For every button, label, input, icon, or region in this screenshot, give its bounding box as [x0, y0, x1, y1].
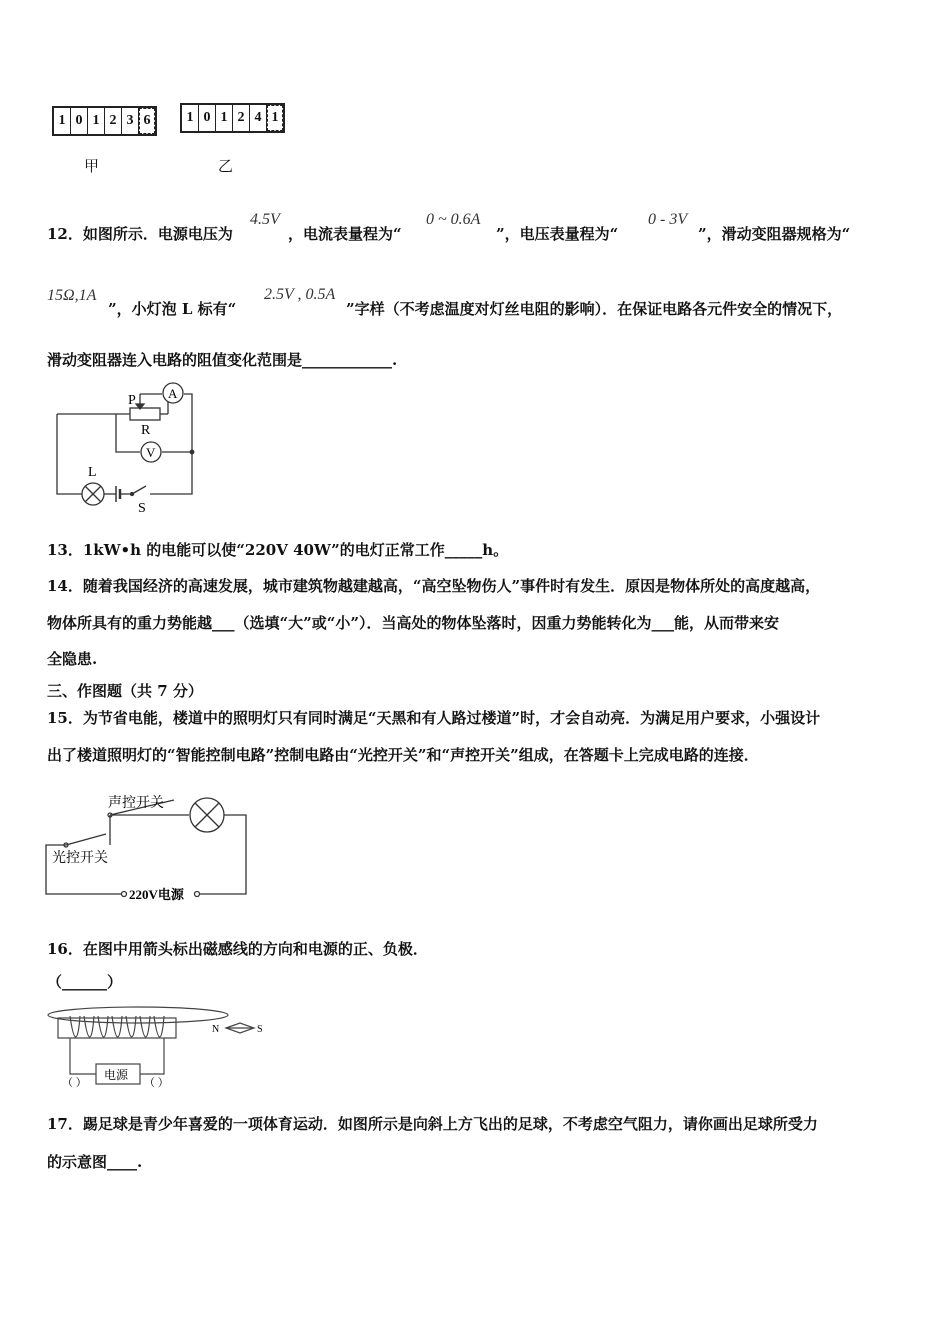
q16-blank: （______）: [47, 973, 123, 991]
meter-digit: 3: [122, 108, 139, 134]
compass-s: S: [257, 1024, 263, 1035]
meter-digit: 0: [199, 105, 216, 131]
q12-lamp-rating: 2.5V , 0.5A: [264, 286, 336, 303]
q12-rheostat: 15Ω,1A: [47, 287, 97, 304]
meter-jia: [52, 106, 157, 136]
q15-line2: 出了楼道照明灯的“智能控制电路”控制电路由“光控开关”和“声控开关”组成，在答题卡上完成电路的连接．: [47, 746, 759, 764]
q12-voltage: 4.5V: [250, 211, 280, 228]
q13-text: 13．1kW•h 的电能可以使“220V 40W”的电灯正常工作_____h。: [47, 541, 509, 559]
q17-line2: 的示意图____.: [47, 1153, 143, 1171]
meter-digit: 2: [233, 105, 250, 131]
meter-yi: [180, 103, 285, 133]
q14-line2: 物体所具有的重力势能越___（选填“大”或“小”）．当高处的物体坠落时，因重力势能转化为___能，从而带来安: [47, 614, 780, 632]
meter-digit: 1: [54, 108, 71, 134]
meter-digit: 2: [105, 108, 122, 134]
q12-text: ”，小灯泡 L 标有“: [108, 300, 237, 318]
fig-label-s: S: [138, 501, 146, 516]
section-heading: 三、作图题（共 7 分）: [47, 682, 203, 700]
meter-digit: 1: [88, 108, 105, 134]
fig-label-v: V: [146, 445, 156, 460]
power-label: 220V电源: [129, 887, 184, 902]
q12-text: ”，电压表量程为“: [496, 225, 619, 243]
meter-yi-label: 乙: [218, 157, 234, 175]
meter-jia-label: 甲: [84, 157, 100, 175]
fig-label-l: L: [88, 465, 97, 480]
q12-voltage-range: 0 - 3V: [648, 211, 688, 228]
q15-line1: 15．为节省电能，楼道中的照明灯只有同时满足“天黑和有人路过楼道”时，才会自动亮．为满足用户要求，小强设计: [47, 709, 821, 727]
q16-solenoid-figure: [44, 1004, 274, 1090]
q15-circuit-figure: [44, 782, 254, 902]
meter-digit: 6: [139, 108, 155, 134]
q12-line1: [47, 225, 233, 243]
light-switch-label: 光控开关: [52, 851, 108, 866]
sound-switch-label: 声控开关: [108, 796, 164, 811]
q12-current-range: 0 ~ 0.6A: [426, 211, 481, 228]
meter-digit: 1: [267, 105, 283, 131]
power-label: 电源: [104, 1068, 129, 1082]
fig-label-p: P: [128, 393, 136, 408]
paren-right: （ ）: [144, 1077, 169, 1089]
compass-n: N: [212, 1024, 220, 1035]
q12-text: 12．如图所示．电源电压为: [47, 225, 233, 243]
paren-left: （ ）: [62, 1077, 87, 1089]
q12-line3: 滑动变阻器连入电路的阻值变化范围是____________.: [47, 351, 398, 369]
fig-label-r: R: [141, 423, 151, 438]
meter-digit: 1: [216, 105, 233, 131]
meter-digit: 4: [250, 105, 267, 131]
q16-line1: 16．在图中用箭头标出磁感线的方向和电源的正、负极．: [47, 940, 428, 958]
meter-digit: 1: [182, 105, 199, 131]
q12-text: ”，滑动变阻器规格为“: [698, 225, 851, 243]
q12-text: ”字样（不考虑温度对灯丝电阻的影响）．在保证电路各元件安全的情况下，: [346, 300, 843, 318]
fig-label-a: A: [168, 386, 178, 401]
q12-text: ，电流表量程为“: [288, 225, 402, 243]
q17-line1: 17．踢足球是青少年喜爱的一项体育运动．如图所示是向斜上方飞出的足球，不考虑空气阻力，请你画出足球所受力: [47, 1115, 818, 1133]
q12-circuit-figure: [50, 376, 200, 516]
q14-line3: 全隐患.: [47, 650, 98, 668]
meter-digit: 0: [71, 108, 88, 134]
q14-line1: 14．随着我国经济的高速发展，城市建筑物越建越高，“高空坠物伤人”事件时有发生．原因是物体所处的高度越高，: [47, 577, 821, 595]
